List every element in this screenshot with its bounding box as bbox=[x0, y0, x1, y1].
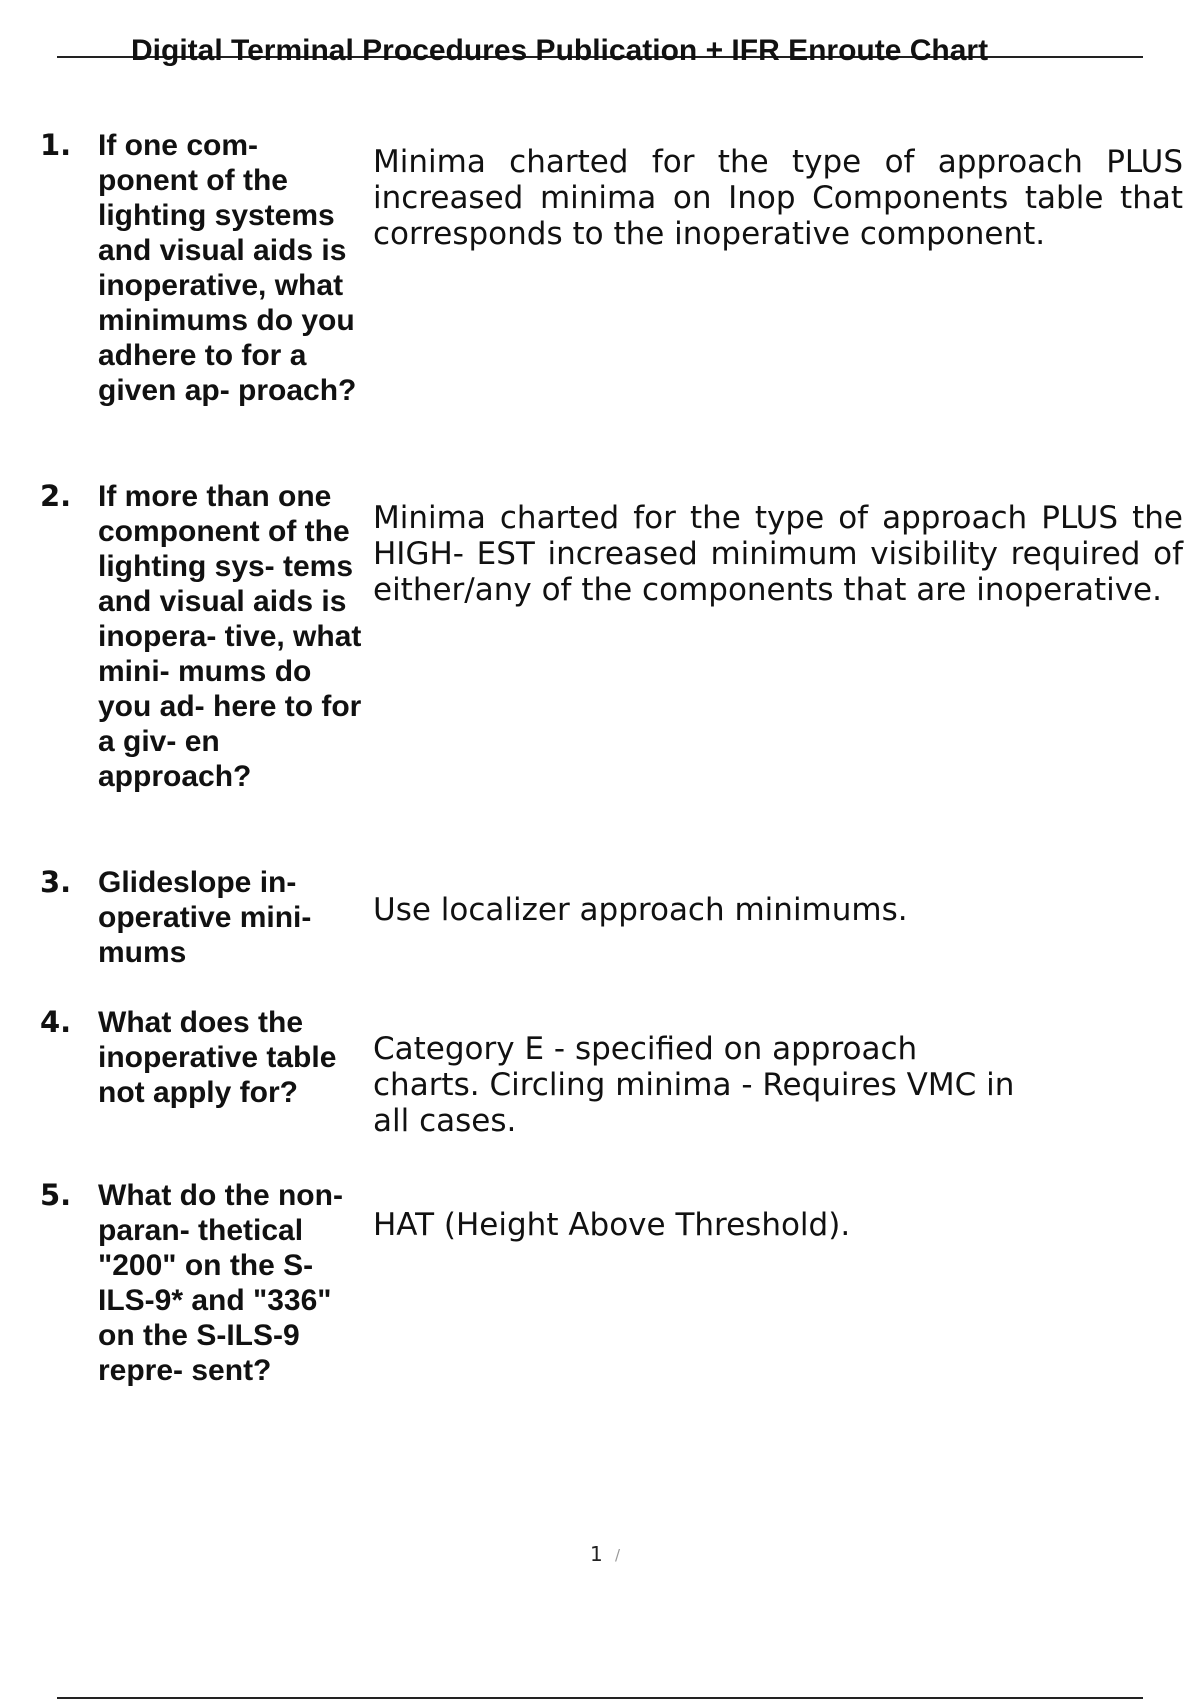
question-text: If more than one component of the lighting sys- tems and visual aids is inopera- tive, what mini- mums do you ad- here to for a giv- en approach? bbox=[98, 480, 362, 793]
document-title: Digital Terminal Procedures Publication + IFR Enroute Chart bbox=[131, 34, 989, 67]
page-number: 1 bbox=[590, 1542, 603, 1566]
answer-text: Use localizer approach minimums. bbox=[373, 892, 908, 928]
answer-text: Category E - specified on approach charts. Circling minima - Requires VMC in all cases. bbox=[373, 1031, 1015, 1139]
question-text: What does the inoperative table not apply for? bbox=[98, 1006, 337, 1109]
page-separator: / bbox=[615, 1546, 621, 1564]
item-number: 4. bbox=[40, 1005, 72, 1039]
item-number: 1. bbox=[40, 128, 72, 162]
question-text: Glideslope in- operative mini- mums bbox=[98, 866, 312, 969]
question-text: If one com- ponent of the lighting systems and visual aids is inoperative, what minimums do you adhere to for a given ap- proach? bbox=[98, 129, 357, 407]
question-text: What do the non-paran- thetical "200" on the S-ILS-9* and "336" on the S-ILS-9 repre- sent? bbox=[98, 1179, 343, 1387]
item-number: 5. bbox=[40, 1178, 72, 1212]
item-number: 3. bbox=[40, 865, 72, 899]
answer-text: Minima charted for the type of approach PLUS increased minima on Inop Components table that corresponds to the inoperative component. bbox=[373, 144, 1183, 252]
footer-rule bbox=[57, 1697, 1143, 1699]
answer-text: HAT (Height Above Threshold). bbox=[373, 1207, 851, 1243]
item-number: 2. bbox=[40, 479, 72, 513]
answer-text: Minima charted for the type of approach PLUS the HIGH- EST increased minimum visibility required of either/any of the components that are inoperative. bbox=[373, 500, 1183, 608]
